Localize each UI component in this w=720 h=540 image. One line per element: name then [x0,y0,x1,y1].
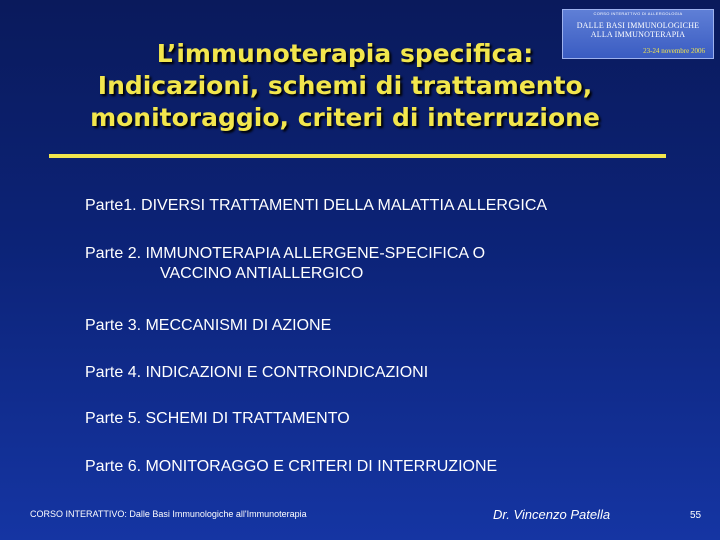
agenda-item-1 [85,196,547,216]
agenda-item-text: Parte 6. MONITORAGGO E CRITERI DI INTERRUZIONE [85,458,498,475]
page-number: 55 [690,510,702,521]
logo-line-1: DALLE BASI IMMUNOLOGICHE [576,21,700,30]
logo-top-text: CORSO INTERATTIVO DI ALLERGOLOGIA [593,11,683,16]
agenda-item-2 [85,244,485,284]
footer-author: Dr. Vincenzo Patella [493,507,611,522]
agenda-item-3 [85,316,331,336]
title-line-3: monitoraggio, criteri di interruzione [90,103,600,132]
slide-title [40,38,650,134]
agenda-item-text: Parte 2. IMMUNOTERAPIA ALLERGENE-SPECIFICA O [85,245,486,262]
agenda-item-text: Parte 5. SCHEMI DI TRATTAMENTO [85,410,350,427]
footer-course: CORSO INTERATTIVO: Dalle Basi Immunologiche all'Immunoterapia [30,509,307,519]
title-line-1: L’immunoterapia specifica: [156,39,534,68]
agenda-item-text: Parte1. DIVERSI TRATTAMENTI DELLA MALATTIA ALLERGICA [85,197,548,214]
agenda-item-5 [85,409,350,429]
agenda-item-4 [85,363,428,383]
agenda-item-text: Parte 3. MECCANISMI DI AZIONE [85,317,332,334]
agenda-item-6 [85,457,497,477]
title-underline [49,154,666,158]
agenda-item-text: Parte 4. INDICAZIONI E CONTROINDICAZIONI [85,364,429,381]
logo-line-2: ALLA IMMUNOTERAPIA [590,30,686,39]
logo-date: 23-24 novembre 2006 [643,47,705,55]
title-line-2: Indicazioni, schemi di trattamento, [97,71,593,100]
agenda-item-continuation: VACCINO ANTIALLERGICO [160,265,364,282]
